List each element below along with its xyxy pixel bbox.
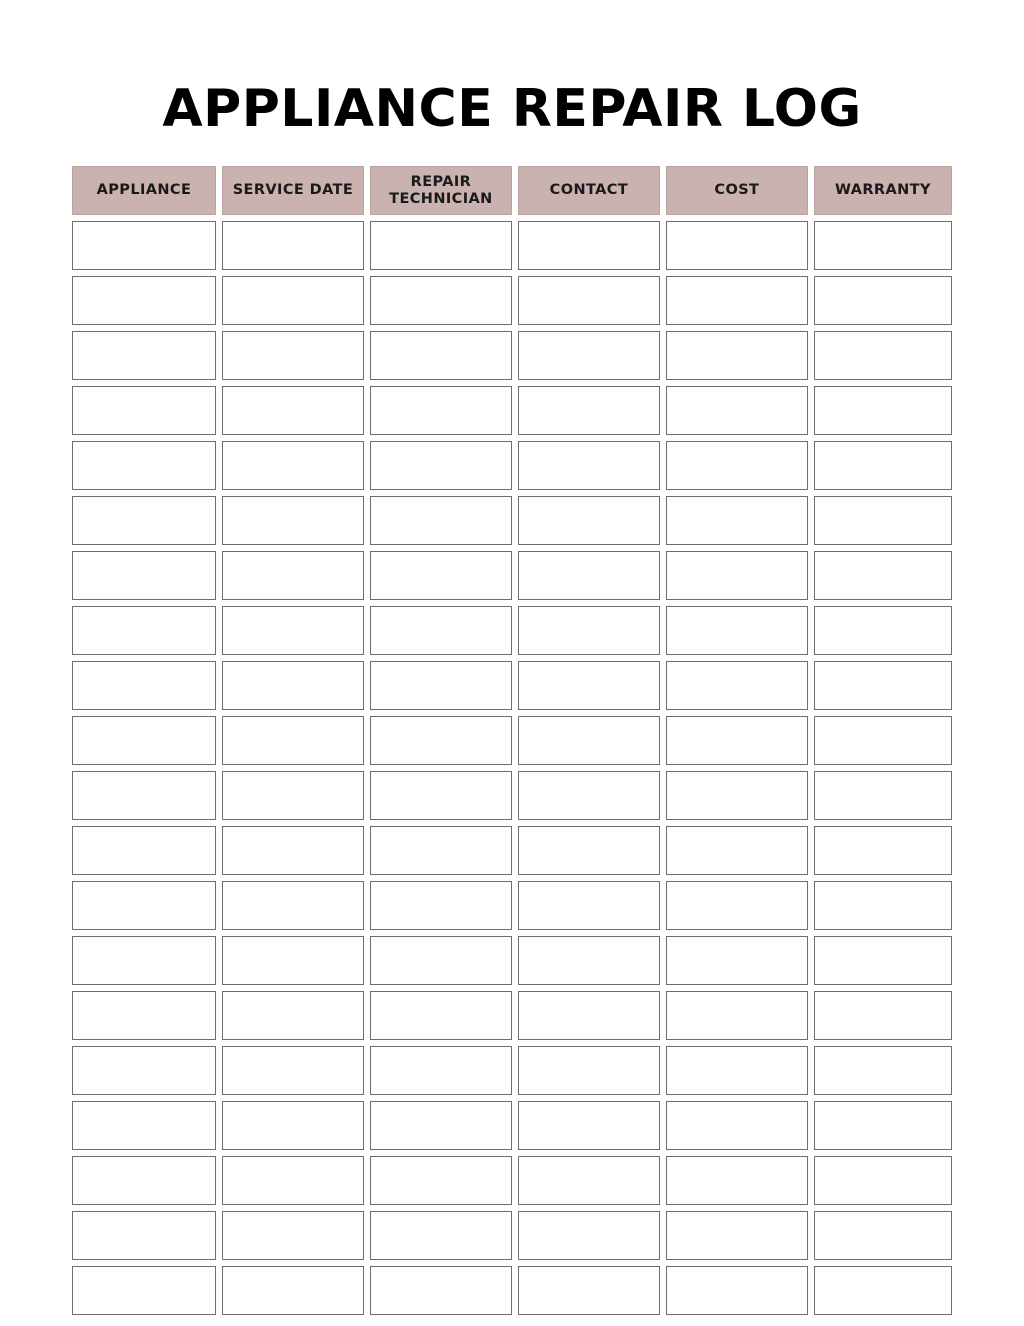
table-cell[interactable]	[72, 936, 216, 985]
table-row	[72, 386, 952, 435]
table-cell[interactable]	[814, 606, 952, 655]
table-cell[interactable]	[518, 221, 660, 270]
table-row	[72, 771, 952, 820]
table-cell[interactable]	[814, 1156, 952, 1205]
table-cell[interactable]	[666, 661, 808, 710]
table-cell[interactable]	[814, 276, 952, 325]
table-cell[interactable]	[518, 991, 660, 1040]
table-cell[interactable]	[222, 1046, 364, 1095]
table-row	[72, 1266, 952, 1315]
table-cell[interactable]	[72, 496, 216, 545]
table-cell[interactable]	[518, 661, 660, 710]
table-cell[interactable]	[72, 991, 216, 1040]
table-row	[72, 221, 952, 270]
table-cell[interactable]	[814, 1046, 952, 1095]
table-cell[interactable]	[72, 881, 216, 930]
table-cell[interactable]	[518, 606, 660, 655]
table-cell[interactable]	[370, 276, 512, 325]
table-cell[interactable]	[814, 991, 952, 1040]
table-cell[interactable]	[72, 1046, 216, 1095]
table-row	[72, 496, 952, 545]
table-cell[interactable]	[666, 826, 808, 875]
table-row	[72, 1101, 952, 1150]
table-header-row	[72, 166, 952, 215]
table-row	[72, 441, 952, 490]
table-cell[interactable]	[518, 496, 660, 545]
table-cell[interactable]	[666, 551, 808, 600]
table-cell[interactable]	[72, 716, 216, 765]
table-row	[72, 936, 952, 985]
table-cell[interactable]	[666, 221, 808, 270]
table-cell[interactable]	[814, 1211, 952, 1260]
table-cell[interactable]	[814, 936, 952, 985]
table-cell[interactable]	[666, 496, 808, 545]
table-row	[72, 991, 952, 1040]
table-cell[interactable]	[814, 1266, 952, 1315]
table-row	[72, 826, 952, 875]
table-cell[interactable]	[222, 1156, 364, 1205]
repair-log-table	[72, 166, 952, 1321]
table-cell[interactable]	[518, 441, 660, 490]
table-cell[interactable]	[72, 441, 216, 490]
table-cell[interactable]	[666, 771, 808, 820]
table-cell[interactable]	[370, 936, 512, 985]
table-cell[interactable]	[370, 221, 512, 270]
table-row	[72, 331, 952, 380]
table-cell[interactable]	[370, 1046, 512, 1095]
table-cell[interactable]	[518, 331, 660, 380]
table-cell[interactable]	[370, 386, 512, 435]
table-cell[interactable]	[518, 1211, 660, 1260]
table-cell[interactable]	[518, 771, 660, 820]
table-cell[interactable]	[666, 606, 808, 655]
table-row	[72, 551, 952, 600]
table-cell[interactable]	[370, 661, 512, 710]
table-cell[interactable]	[222, 606, 364, 655]
table-cell[interactable]	[72, 221, 216, 270]
table-row	[72, 606, 952, 655]
table-row	[72, 1211, 952, 1260]
table-cell[interactable]	[370, 1101, 512, 1150]
table-cell[interactable]	[518, 716, 660, 765]
table-cell[interactable]	[72, 606, 216, 655]
table-cell[interactable]	[814, 496, 952, 545]
table-cell[interactable]	[370, 1211, 512, 1260]
table-cell[interactable]	[370, 1266, 512, 1315]
table-body	[72, 221, 952, 1315]
column-header-service-date: SERVICE DATE	[222, 166, 364, 215]
table-cell[interactable]	[518, 1101, 660, 1150]
table-cell[interactable]	[370, 826, 512, 875]
table-cell[interactable]	[666, 1266, 808, 1315]
table-row	[72, 1156, 952, 1205]
table-cell[interactable]	[666, 276, 808, 325]
table-row	[72, 1046, 952, 1095]
table-cell[interactable]	[518, 276, 660, 325]
table-cell[interactable]	[518, 1156, 660, 1205]
table-cell[interactable]	[666, 936, 808, 985]
table-row	[72, 716, 952, 765]
table-cell[interactable]	[518, 881, 660, 930]
table-cell[interactable]	[72, 661, 216, 710]
table-cell[interactable]	[370, 331, 512, 380]
table-cell[interactable]	[666, 991, 808, 1040]
table-cell[interactable]	[370, 551, 512, 600]
column-header-repair-technician: REPAIR TECHNICIAN	[370, 166, 512, 215]
table-cell[interactable]	[222, 936, 364, 985]
table-cell[interactable]	[814, 826, 952, 875]
table-cell[interactable]	[370, 771, 512, 820]
table-cell[interactable]	[666, 716, 808, 765]
table-cell[interactable]	[222, 551, 364, 600]
table-cell[interactable]	[222, 1211, 364, 1260]
table-cell[interactable]	[666, 386, 808, 435]
table-cell[interactable]	[814, 881, 952, 930]
table-cell[interactable]	[222, 1266, 364, 1315]
table-cell[interactable]	[518, 1046, 660, 1095]
table-cell[interactable]	[222, 826, 364, 875]
table-cell[interactable]	[222, 716, 364, 765]
column-header-cost: COST	[666, 166, 808, 215]
table-cell[interactable]	[666, 1211, 808, 1260]
table-cell[interactable]	[72, 276, 216, 325]
table-cell[interactable]	[72, 1266, 216, 1315]
table-cell[interactable]	[72, 826, 216, 875]
table-cell[interactable]	[814, 771, 952, 820]
table-cell[interactable]	[222, 881, 364, 930]
table-cell[interactable]	[666, 441, 808, 490]
table-cell[interactable]	[370, 606, 512, 655]
table-cell[interactable]	[814, 386, 952, 435]
table-cell[interactable]	[222, 661, 364, 710]
table-row	[72, 276, 952, 325]
table-cell[interactable]	[222, 386, 364, 435]
table-cell[interactable]	[72, 1156, 216, 1205]
column-header-appliance: APPLIANCE	[72, 166, 216, 215]
column-header-warranty: WARRANTY	[814, 166, 952, 215]
table-cell[interactable]	[370, 1156, 512, 1205]
table-cell[interactable]	[222, 276, 364, 325]
table-cell[interactable]	[222, 1101, 364, 1150]
table-cell[interactable]	[666, 1101, 808, 1150]
table-cell[interactable]	[814, 221, 952, 270]
table-cell[interactable]	[72, 386, 216, 435]
table-cell[interactable]	[814, 1101, 952, 1150]
table-cell[interactable]	[222, 771, 364, 820]
table-row	[72, 661, 952, 710]
table-cell[interactable]	[666, 881, 808, 930]
table-cell[interactable]	[518, 826, 660, 875]
table-cell[interactable]	[814, 551, 952, 600]
table-cell[interactable]	[72, 771, 216, 820]
page-title: APPLIANCE REPAIR LOG	[162, 79, 862, 139]
table-cell[interactable]	[72, 551, 216, 600]
table-cell[interactable]	[222, 441, 364, 490]
table-cell[interactable]	[666, 1156, 808, 1205]
table-cell[interactable]	[222, 331, 364, 380]
column-header-contact: CONTACT	[518, 166, 660, 215]
table-cell[interactable]	[370, 991, 512, 1040]
table-cell[interactable]	[814, 661, 952, 710]
table-cell[interactable]	[518, 936, 660, 985]
table-cell[interactable]	[370, 496, 512, 545]
table-cell[interactable]	[222, 496, 364, 545]
table-cell[interactable]	[518, 551, 660, 600]
table-cell[interactable]	[814, 716, 952, 765]
table-cell[interactable]	[370, 441, 512, 490]
table-cell[interactable]	[518, 1266, 660, 1315]
table-cell[interactable]	[814, 331, 952, 380]
table-cell[interactable]	[222, 991, 364, 1040]
table-cell[interactable]	[666, 1046, 808, 1095]
table-cell[interactable]	[814, 441, 952, 490]
table-cell[interactable]	[72, 1101, 216, 1150]
table-cell[interactable]	[370, 716, 512, 765]
table-cell[interactable]	[72, 1211, 216, 1260]
table-cell[interactable]	[666, 331, 808, 380]
table-row	[72, 881, 952, 930]
table-cell[interactable]	[222, 221, 364, 270]
table-cell[interactable]	[370, 881, 512, 930]
table-cell[interactable]	[72, 331, 216, 380]
table-cell[interactable]	[518, 386, 660, 435]
